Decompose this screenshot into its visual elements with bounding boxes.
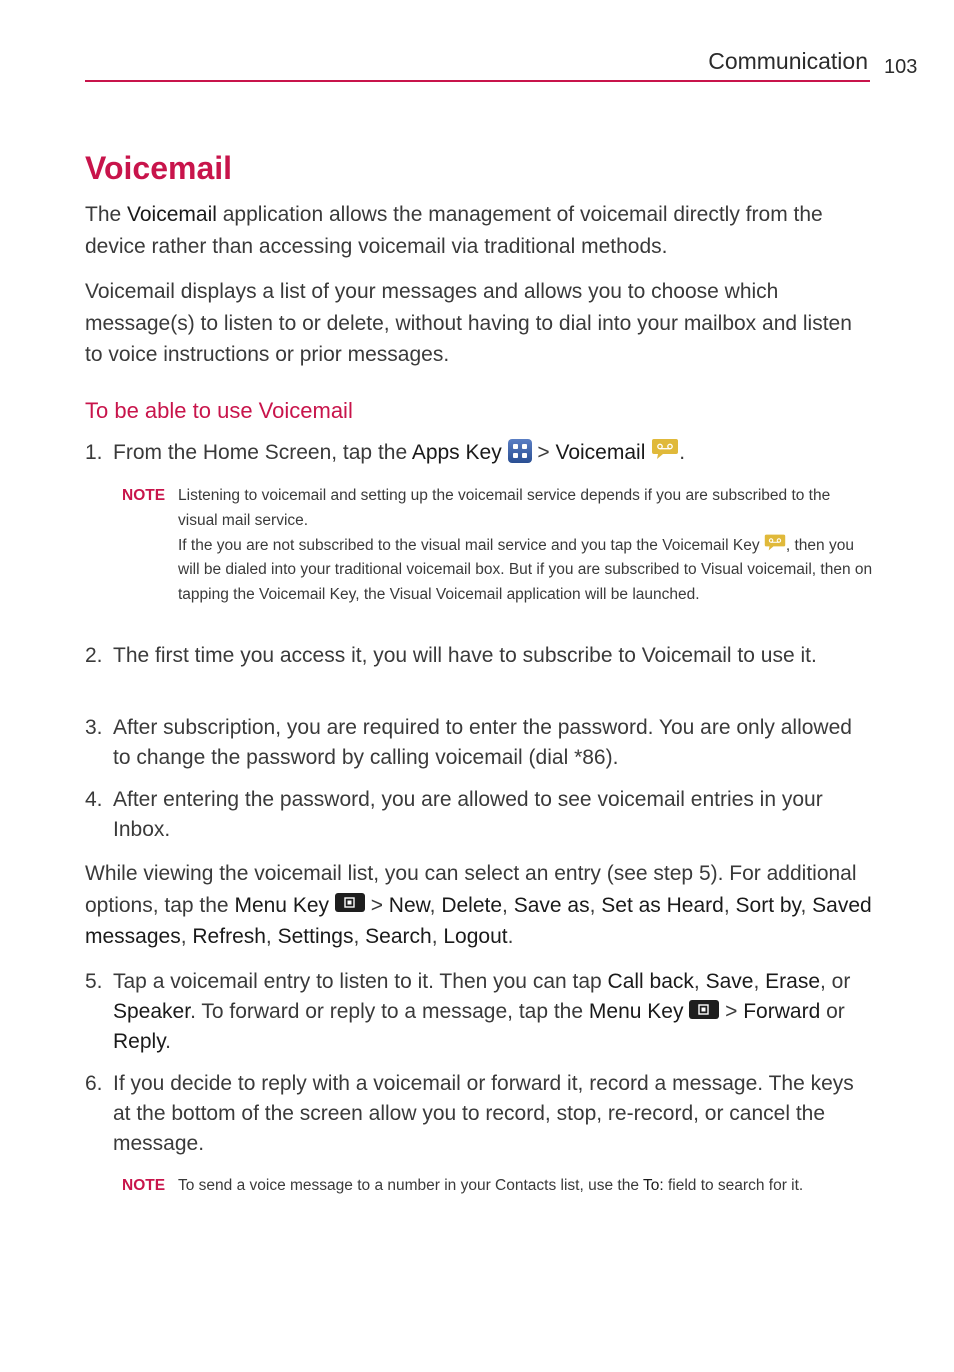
- intro-paragraph-1: The Voicemail application allows the management of voicemail directly from the device rather than accessing voicemail via traditional methods.: [85, 203, 823, 258]
- step-number: 2.: [85, 644, 103, 667]
- menu-key-icon: [335, 893, 365, 912]
- intro-paragraph-2: Voicemail displays a list of your messages and allows you to choose which message(s) to listen to or delete, without having to dial into your mailbox and listen to voice instructions or prior messages.: [85, 280, 852, 366]
- apps-key-label: Apps Key: [411, 441, 502, 464]
- step-3: 3. After subscription, you are required to enter the password. You are only allowed to change the password by calling voicemail (dial *86).: [85, 713, 875, 773]
- apps-grid-icon: [508, 439, 532, 463]
- step-number: 6.: [85, 1072, 103, 1095]
- voicemail-app-name: Voicemail: [127, 203, 217, 226]
- voicemail-key-label: Voicemail: [555, 441, 646, 464]
- step-number: 1.: [85, 441, 103, 464]
- step-number: 3.: [85, 716, 103, 739]
- section-subheading: To be able to use Voicemail: [85, 398, 353, 423]
- header-rule: [85, 80, 870, 82]
- step-5: 5. Tap a voicemail entry to listen to it. Then you can tap Call back, Save, Erase, or Speaker. To forward or reply to a message, tap the Menu Key > Forward or Reply.: [85, 967, 875, 1057]
- to-field-label: To:: [642, 1177, 664, 1194]
- step-4: 4. After entering the password, you are allowed to see voicemail entries in your Inbox.: [85, 785, 875, 845]
- step-2: 2. The first time you access it, you will have to subscribe to Voicemail to use it.: [85, 641, 875, 671]
- options-paragraph: While viewing the voicemail list, you can select an entry (see step 5). For additional options, tap the Menu Key > New, Delete, Save as, Set as Heard, Sort by, Saved messages, Refresh, Settings, Search, Logout.: [85, 862, 872, 948]
- menu-key-icon: [689, 1000, 719, 1019]
- page-number: 103: [884, 56, 918, 78]
- step-number: 4.: [85, 788, 103, 811]
- step-1: 1. From the Home Screen, tap the Apps Key > Voicemail .: [85, 438, 875, 468]
- voicemail-bubble-icon: [764, 533, 786, 552]
- header-section-label: Communication: [708, 48, 868, 74]
- note-label: NOTE: [122, 1177, 166, 1194]
- page-title: Voicemail: [85, 150, 233, 186]
- note-send-voice-message: NOTE To send a voice message to a number in your Contacts list, use the To: field to search for it.: [122, 1174, 874, 1199]
- voicemail-bubble-icon: [651, 437, 679, 461]
- step-number: 5.: [85, 970, 103, 993]
- note-label: NOTE: [122, 487, 166, 504]
- note-voicemail-subscription: NOTE Listening to voicemail and setting up the voicemail service depends if you are subscribed to the visual mail service. If the you are not subscribed to the visual mail service and you tap the Voicemail Key , then you will be dialed into your traditional voicemail box. But if you are subscribed to Visual voicemail, then on tapping the Voicemail Key, the Visual Voicemail application will be launched.: [122, 484, 874, 608]
- menu-key-label: Menu Key: [588, 1000, 684, 1023]
- step-6: 6. If you decide to reply with a voicemail or forward it, record a message. The keys at the bottom of the screen allow you to record, stop, re-record, or cancel the message.: [85, 1069, 875, 1159]
- menu-key-label: Menu Key: [234, 893, 330, 917]
